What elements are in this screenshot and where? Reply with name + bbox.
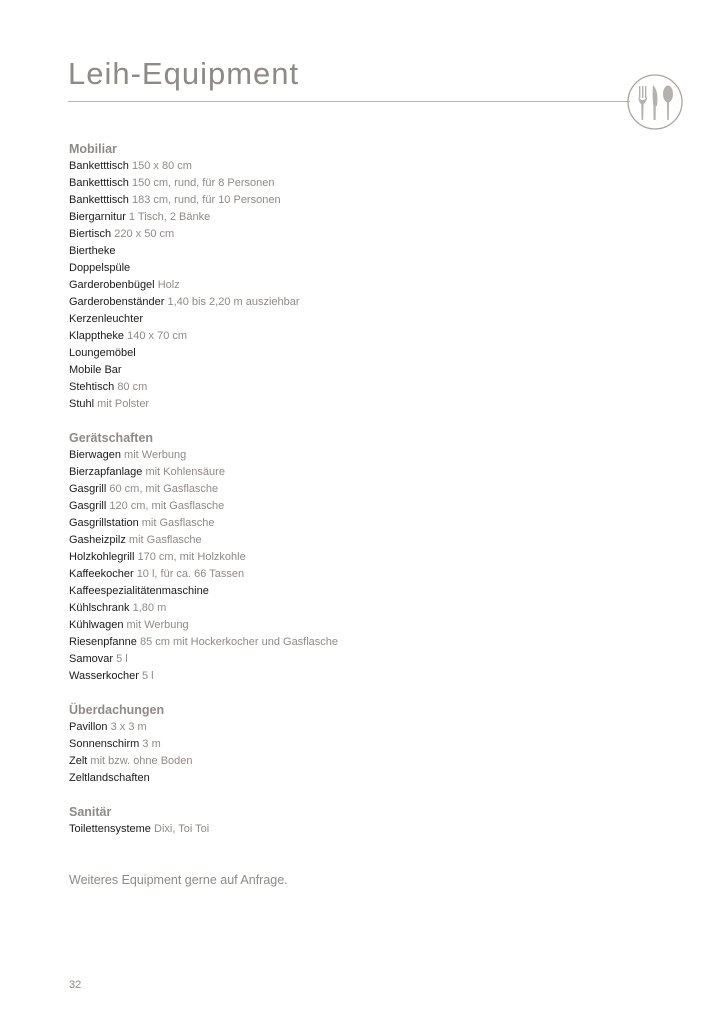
item-detail: mit Gasflasche	[128, 534, 202, 546]
list-item	[69, 192, 669, 209]
footer-note: Weiteres Equipment gerne auf Anfrage.	[69, 873, 288, 887]
item-detail: 170 cm, mit Holzkohle	[137, 551, 246, 563]
section-title: Überdachungen	[69, 703, 165, 717]
list-item	[69, 243, 669, 260]
item-name: Biergarnitur	[69, 211, 126, 223]
item-detail: 85 cm mit Hockerkocher und Gasflasche	[139, 636, 339, 648]
section	[69, 804, 669, 838]
list-item	[69, 668, 669, 685]
item-name: Gasgrill	[69, 483, 107, 495]
item-name: Samovar	[69, 653, 114, 665]
item-name: Garderobenbügel	[69, 279, 155, 291]
item-detail: 1,80 m	[132, 602, 167, 614]
item-name: Banketttisch	[69, 160, 129, 172]
list-item	[69, 294, 669, 311]
item-name: Gasgrill	[69, 500, 107, 512]
list-item	[69, 175, 669, 192]
item-detail: 5 l	[116, 653, 128, 665]
section-title: Sanitär	[69, 805, 112, 819]
item-name: Kerzenleuchter	[69, 313, 143, 325]
section	[69, 141, 669, 413]
item-detail: 10 l, für ca. 66 Tassen	[136, 568, 245, 580]
list-item	[69, 736, 669, 753]
list-item	[69, 498, 669, 515]
item-name: Wasserkocher	[69, 670, 139, 682]
item-name: Stehtisch	[69, 381, 115, 393]
list-item	[69, 277, 669, 294]
item-detail: Dixi, Toi Toi	[154, 823, 210, 835]
list-item	[69, 396, 669, 413]
item-name: Kaffeespezialitätenmaschine	[69, 585, 209, 597]
list-item	[69, 328, 669, 345]
item-name: Riesenpfanne	[69, 636, 137, 648]
list-item	[69, 634, 669, 651]
item-detail: mit Werbung	[124, 449, 187, 461]
item-name: Loungemöbel	[69, 347, 136, 359]
item-detail: 140 x 70 cm	[127, 330, 188, 342]
item-name: Klapptheke	[69, 330, 125, 342]
section	[69, 430, 669, 685]
list-item	[69, 311, 669, 328]
list-item	[69, 770, 669, 787]
list-item	[69, 362, 669, 379]
item-detail: 220 x 50 cm	[114, 228, 175, 240]
item-name: Kaffeekocher	[69, 568, 134, 580]
item-detail: 3 x 3 m	[110, 721, 147, 733]
section-title: Gerätschaften	[69, 431, 154, 445]
item-detail: mit bzw. ohne Boden	[90, 755, 193, 767]
list-item	[69, 651, 669, 668]
item-detail: 80 cm	[117, 381, 148, 393]
item-name: Garderobenständer	[69, 296, 165, 308]
item-name: Kühlschrank	[69, 602, 130, 614]
item-detail: 5 l	[141, 670, 154, 682]
list-item	[69, 583, 669, 600]
list-item	[69, 549, 669, 566]
item-name: Zelt	[69, 755, 88, 767]
list-item	[69, 600, 669, 617]
list-item	[69, 515, 669, 532]
item-name: Bierwagen	[69, 449, 121, 461]
item-name: Stuhl	[69, 398, 95, 410]
item-name: Mobile Bar	[69, 364, 122, 376]
list-item	[69, 532, 669, 549]
item-name: Toilettensysteme	[69, 823, 151, 835]
item-name: Doppelspüle	[69, 262, 131, 274]
item-name: Kühlwagen	[69, 619, 124, 631]
item-detail: 183 cm, rund, für 10 Personen	[131, 194, 281, 206]
list-item	[69, 209, 669, 226]
list-item	[69, 753, 669, 770]
item-detail: 150 x 80 cm	[131, 160, 192, 172]
page-title: Leih-Equipment	[68, 56, 300, 91]
list-item	[69, 158, 669, 175]
item-name: Banketttisch	[69, 194, 129, 206]
item-name: Holzkohlegrill	[69, 551, 135, 563]
section-title: Mobiliar	[69, 142, 117, 156]
page-number: 32	[69, 979, 82, 991]
list-item	[69, 447, 669, 464]
item-name: Biertisch	[69, 228, 112, 240]
item-name: Sonnenschirm	[69, 738, 140, 750]
list-item	[69, 821, 669, 838]
item-detail: 150 cm, rund, für 8 Personen	[131, 177, 275, 189]
item-detail: mit Gasflasche	[141, 517, 215, 529]
item-name: Gasgrillstation	[69, 517, 139, 529]
item-name: Biertheke	[69, 245, 116, 257]
list-item	[69, 566, 669, 583]
item-detail: mit Kohlensäure	[145, 466, 225, 478]
item-name: Zeltlandschaften	[69, 772, 150, 784]
item-detail: 60 cm, mit Gasflasche	[109, 483, 219, 495]
item-name: Pavillon	[69, 721, 108, 733]
item-detail: 1 Tisch, 2 Bänke	[128, 211, 211, 223]
item-name: Bierzapfanlage	[69, 466, 143, 478]
list-item	[69, 260, 669, 277]
item-name: Banketttisch	[69, 177, 129, 189]
list-item	[69, 719, 669, 736]
list-item	[69, 464, 669, 481]
section	[69, 702, 669, 787]
list-item	[69, 345, 669, 362]
item-detail: Holz	[157, 279, 180, 291]
item-detail: mit Werbung	[126, 619, 189, 631]
equipment-list	[69, 141, 669, 855]
list-item	[69, 617, 669, 634]
list-item	[69, 379, 669, 396]
list-item	[69, 481, 669, 498]
item-detail: 3 m	[142, 738, 161, 750]
cutlery-circle-icon	[626, 73, 684, 131]
title-divider	[68, 101, 630, 102]
item-detail: 120 cm, mit Gasflasche	[109, 500, 225, 512]
item-detail: mit Polster	[97, 398, 150, 410]
item-detail: 1,40 bis 2,20 m ausziehbar	[167, 296, 300, 308]
list-item	[69, 226, 669, 243]
item-name: Gasheizpilz	[69, 534, 126, 546]
